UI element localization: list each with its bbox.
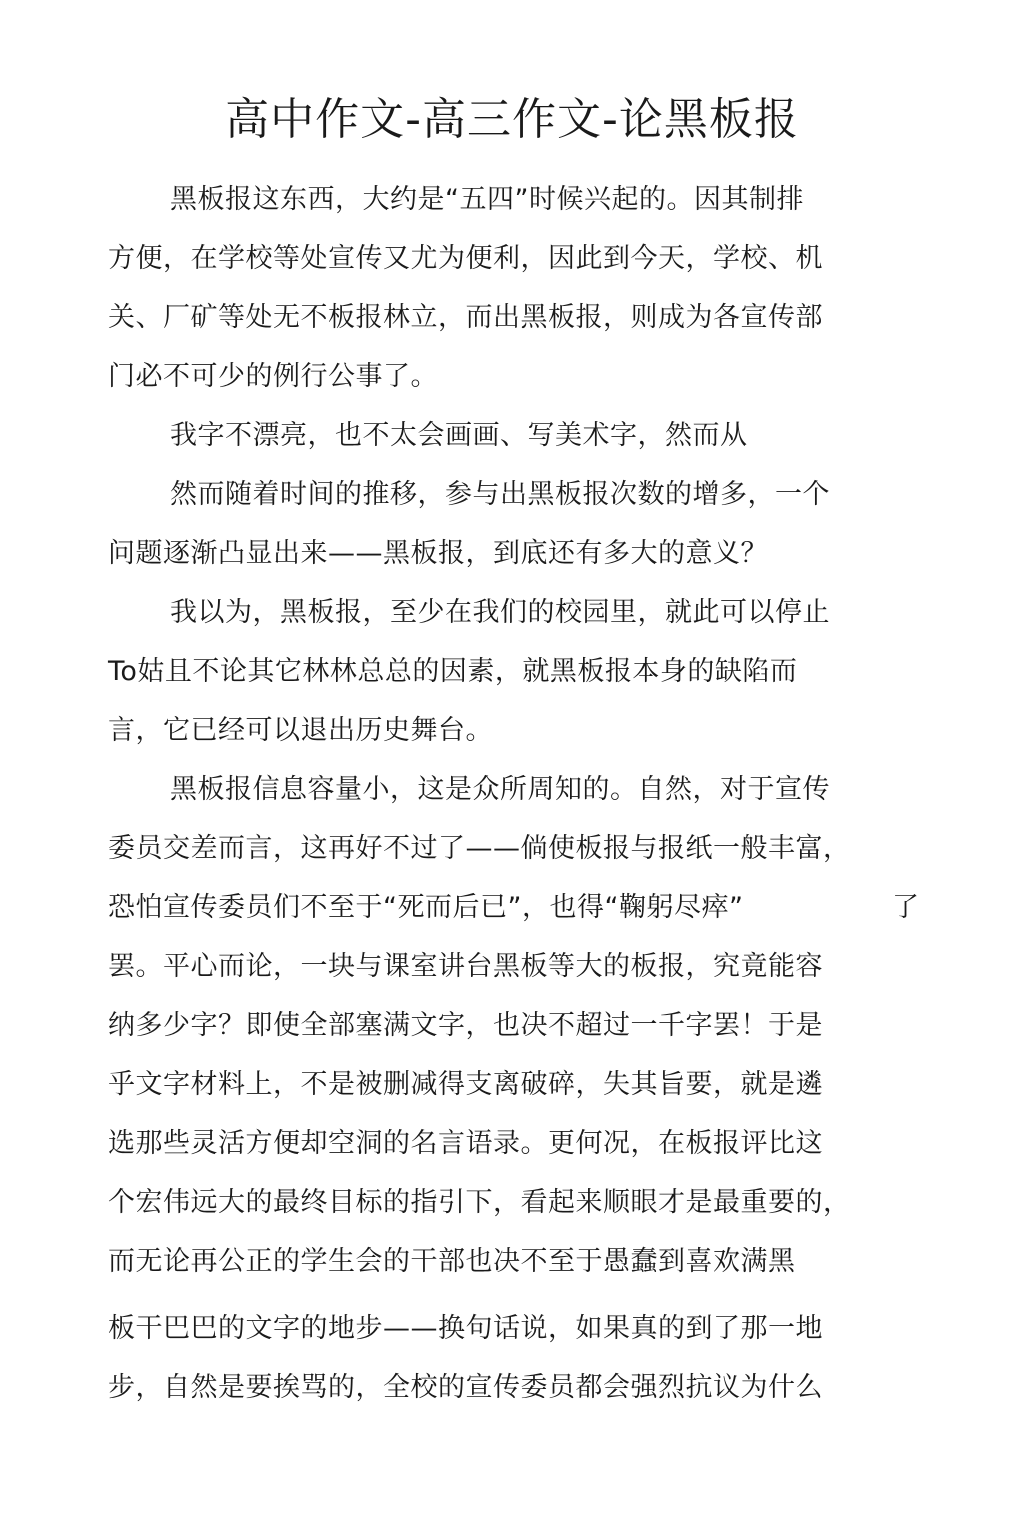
paragraph-line: 问题逐渐凸显出来——黑板报，到底还有多大的意义？ bbox=[108, 538, 768, 569]
trailing-character: 了 bbox=[892, 892, 919, 923]
paragraph-line: 委员交差而言，这再好不过了——倘使板报与报纸一般丰富， bbox=[108, 833, 851, 864]
paragraph-line: 方便，在学校等处宣传又尤为便利，因此到今天，学校、机 bbox=[108, 243, 823, 274]
paragraph-line: 门必不可少的例行公事了。 bbox=[108, 361, 438, 392]
paragraph-line: 关、厂矿等处无不板报林立，而出黑板报，则成为各宣传部 bbox=[108, 302, 823, 333]
paragraph-line: 选那些灵活方便却空洞的名言语录。更何况，在板报评比这 bbox=[108, 1128, 823, 1159]
paragraph-line: 步，自然是要挨骂的，全校的宣传委员都会强烈抗议为什么 bbox=[108, 1372, 823, 1403]
paragraph-line: 言，它已经可以退出历史舞台。 bbox=[108, 715, 493, 746]
paragraph-line: 黑板报信息容量小，这是众所周知的。自然，对于宣传 bbox=[170, 774, 830, 805]
paragraph-line: 我以为，黑板报，至少在我们的校园里，就此可以停止 bbox=[170, 597, 830, 628]
paragraph-line: 个宏伟远大的最终目标的指引下，看起来顺眼才是最重要的， bbox=[108, 1187, 851, 1218]
paragraph-line: 黑板报这东西，大约是“五四”时候兴起的。因其制排 bbox=[170, 184, 804, 215]
paragraph-line: 而无论再公正的学生会的干部也决不至于愚蠢到喜欢满黑 bbox=[108, 1246, 796, 1277]
paragraph-line: To姑且不论其它林林总总的因素，就黑板报本身的缺陷而 bbox=[108, 656, 798, 687]
paragraph-line: 纳多少字？即使全部塞满文字，也决不超过一千字罢！于是 bbox=[108, 1010, 823, 1041]
paragraph-line: 罢。平心而论，一块与课室讲台黑板等大的板报，究竟能容 bbox=[108, 951, 823, 982]
paragraph-line: 恐怕宣传委员们不至于“死而后已”，也得“鞠躬尽瘁” bbox=[108, 892, 744, 923]
paragraph-line: 然而随着时间的推移，参与出黑板报次数的增多，一个 bbox=[170, 479, 830, 510]
paragraph-line: 乎文字材料上，不是被删减得支离破碎，失其旨要，就是遴 bbox=[108, 1069, 823, 1100]
paragraph-line: 板干巴巴的文字的地步——换句话说，如果真的到了那一地 bbox=[108, 1313, 823, 1344]
document-title: 高中作文-高三作文-论黑板报 bbox=[225, 94, 799, 145]
paragraph-line: 我字不漂亮，也不太会画画、写美术字，然而从 bbox=[170, 420, 748, 451]
